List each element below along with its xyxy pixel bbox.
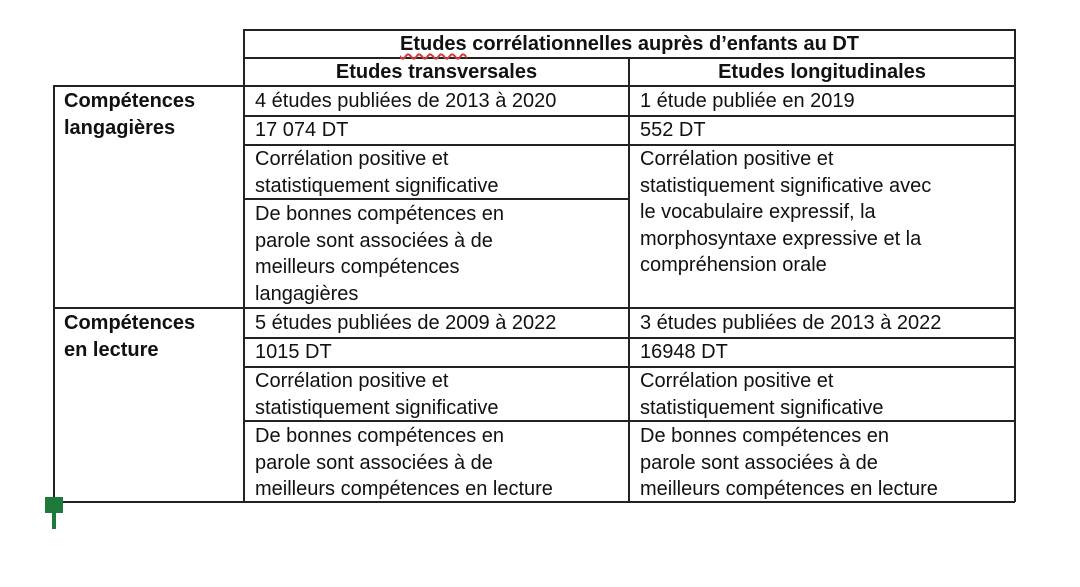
cell-r1-longitudinal-count: 1 étude publiée en 2019 (640, 90, 855, 112)
cell-r2-longitudinal-count: 3 études publiées de 2013 à 2022 (640, 312, 942, 334)
cell-r1-transversal-result: Corrélation positive et statistiquement significative (255, 148, 499, 197)
cell-r1-transversal-conclusion: De bonnes compétences en parole sont associées à de meilleurs compétences langagières (255, 203, 505, 305)
rule-col1 (243, 29, 245, 502)
cell-r1-longitudinal-n: 552 DT (640, 119, 706, 141)
title-word: Etudes (399, 33, 467, 55)
cell-r1-transversal-n: 17 074 DT (255, 119, 349, 141)
cell-r2-transversal-count: 5 études publiées de 2009 à 2022 (255, 312, 557, 334)
rule-col2 (628, 57, 630, 502)
cell-r2-transversal-result: Corrélation positive et statistiquement significative (255, 370, 499, 419)
cell-r2-longitudinal-result: Corrélation positive et statistiquement significative (640, 370, 884, 419)
row-header-langagieres: Compétences langagières (64, 90, 196, 139)
cell-r1-transversal-count: 4 études publiées de 2013 à 2020 (255, 90, 557, 112)
cell-r2-longitudinal-n: 16948 DT (640, 341, 728, 363)
row-header-lecture: Compétences en lecture (64, 312, 196, 361)
cell-r2-transversal-n: 1015 DT (255, 341, 332, 363)
cell-r2-longitudinal-conclusion: De bonnes compétences en parole sont associées à de meilleurs compétences en lecture (640, 425, 938, 500)
column-header-transversal: Etudes transversales (335, 61, 538, 83)
rule-right (1014, 29, 1016, 502)
rule-section (53, 307, 1015, 309)
selection-handle-icon[interactable] (45, 497, 63, 531)
rule-left (53, 85, 55, 502)
cell-r2-transversal-conclusion: De bonnes compétences en parole sont associées à de meilleurs compétences en lecture (255, 425, 553, 500)
column-header-longitudinal: Etudes longitudinales (718, 61, 926, 83)
title-rest: corrélationnelles auprès d’enfants au DT (466, 33, 859, 55)
table-title (245, 31, 1014, 58)
cell-r1-longitudinal-result: Corrélation positive et statistiquement significative avec le vocabulaire expressif, la morphosyntaxe expressive et la compréhension orale (640, 148, 932, 276)
